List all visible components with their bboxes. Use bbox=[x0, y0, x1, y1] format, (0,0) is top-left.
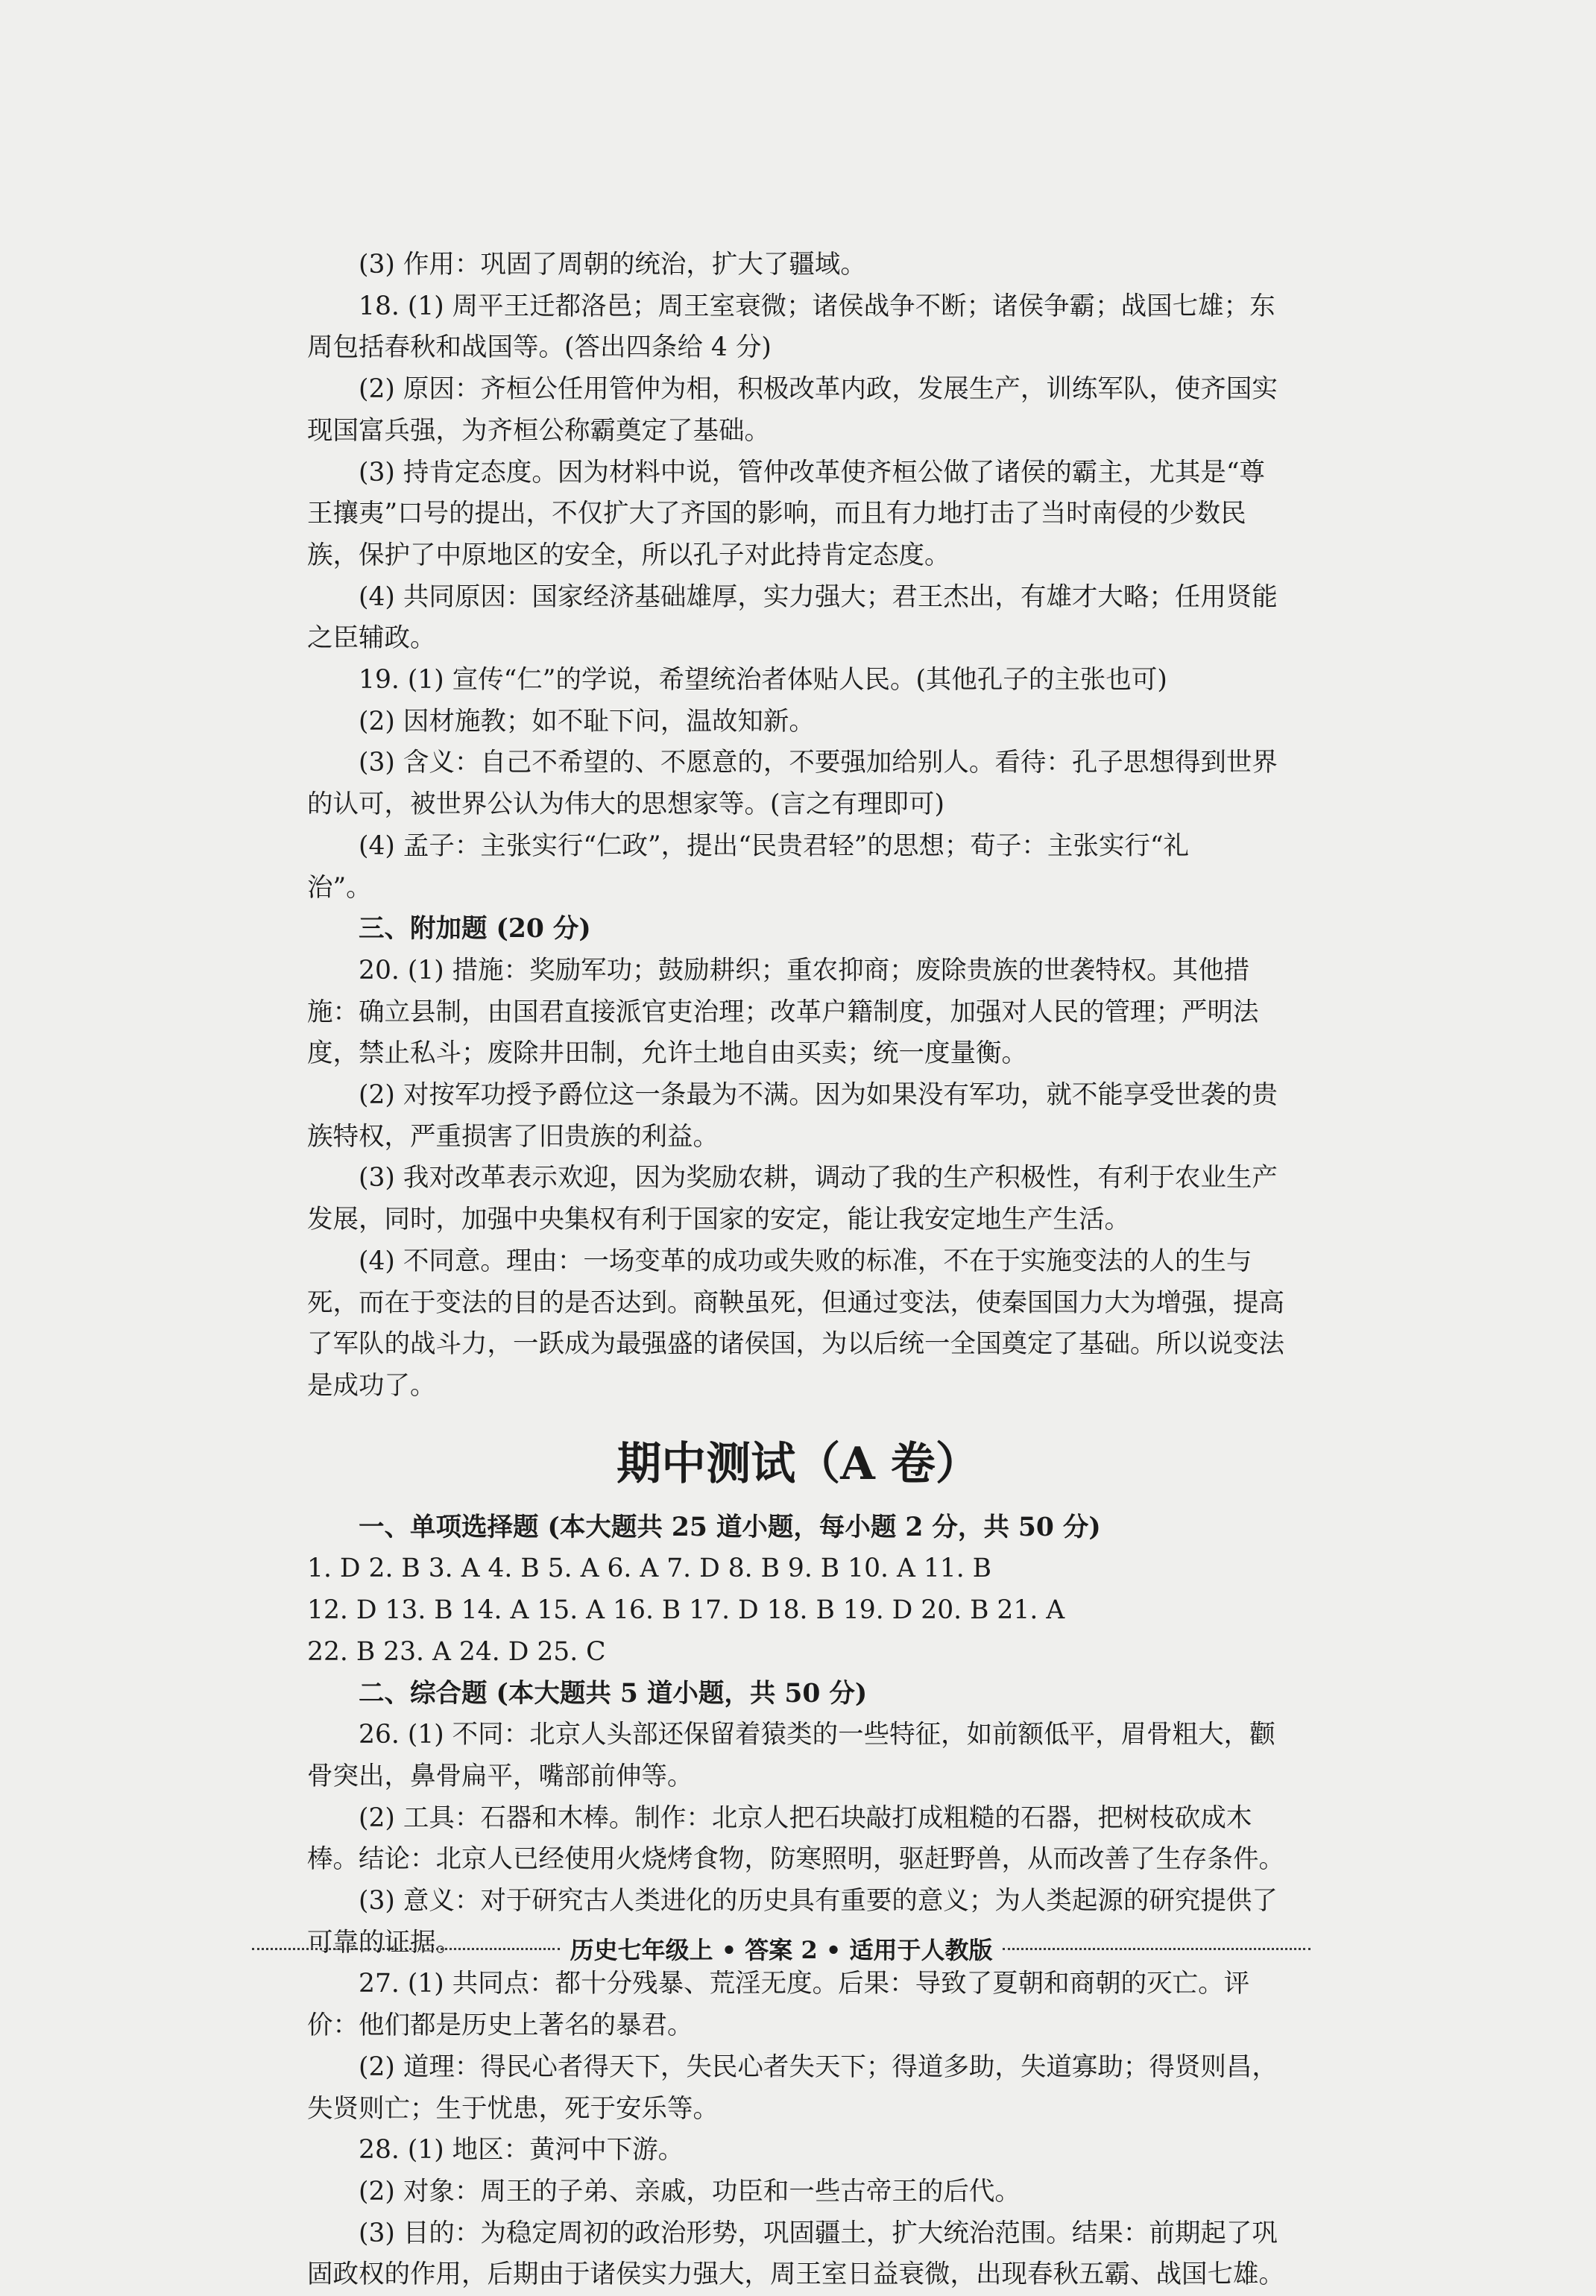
answer-line: (4) 不同意。理由：一场变革的成功或失败的标准，不在于实施变法的人的生与 bbox=[359, 1246, 1252, 1276]
answer-line: 之臣辅政。 bbox=[307, 623, 436, 654]
answer-line: 19. (1) 宣传“仁”的学说，希望统治者体贴人民。(其他孔子的主张也可) bbox=[359, 665, 1167, 696]
answer-line: 的认可，被世界公认为伟大的思想家等。(言之有理即可) bbox=[307, 789, 944, 820]
footer-text: 历史七年级上 • 答案 2 • 适用于人教版 bbox=[570, 1936, 993, 1964]
answer-line: 族特权，严重损害了旧贵族的利益。 bbox=[307, 1121, 719, 1152]
answer-line: 27. (1) 共同点：都十分残暴、荒淫无度。后果：导致了夏朝和商朝的灭亡。评 bbox=[359, 1969, 1250, 1999]
answer-content bbox=[307, 245, 1290, 2296]
answer-line: (4) 孟子：主张实行“仁政”，提出“民贵君轻”的思想；荀子：主张实行“礼 bbox=[359, 830, 1190, 861]
answer-line: 施：确立县制，由国君直接派官吏治理；改革户籍制度，加强对人民的管理；严明法 bbox=[307, 997, 1259, 1027]
answer-line: 了军队的战斗力，一跃成为最强盛的诸侯国，为以后统一全国奠定了基础。所以说变法 bbox=[307, 1329, 1284, 1360]
answer-line: (2) 因材施教；如不耻下问，温故知新。 bbox=[359, 706, 815, 737]
answer-line: 是成功了。 bbox=[307, 1370, 436, 1401]
answer-line: (2) 原因：齐桓公任用管仲为相，积极改革内政，发展生产，训练军队，使齐国实 bbox=[359, 374, 1278, 405]
answer-line: 死，而在于变法的目的是否达到。商鞅虽死，但通过变法，使秦国国力大为增强，提高 bbox=[307, 1287, 1284, 1318]
answer-line: 骨突出，鼻骨扁平，嘴部前伸等。 bbox=[307, 1761, 693, 1791]
answer-line: (2) 对按军功授予爵位这一条最为不满。因为如果没有军功，就不能享受世袭的贵 bbox=[359, 1080, 1278, 1111]
answer-line: (2) 对象：周王的子弟、亲戚，功臣和一些古帝王的后代。 bbox=[359, 2176, 1021, 2207]
answer-line: 固政权的作用，后期由于诸侯实力强大，周王室日益衰微，出现春秋五霸、战国七雄。 bbox=[307, 2259, 1284, 2290]
choice-answers: 1. D 2. B 3. A 4. B 5. A 6. A 7. D 8. B 9. B 10. A 11. B bbox=[307, 1554, 992, 1584]
answer-line: 棒。结论：北京人已经使用火烧烤食物，防寒照明，驱赶野兽，从而改善了生存条件。 bbox=[307, 1844, 1284, 1875]
answer-line: (2) 道理：得民心者得天下，失民心者失天下；得道多助，失道寡助；得贤则昌， bbox=[359, 2051, 1278, 2082]
answer-line: (3) 含义：自己不希望的、不愿意的，不要强加给别人。看待：孔子思想得到世界 bbox=[359, 748, 1278, 778]
choice-answers: 22. B 23. A 24. D 25. C bbox=[307, 1636, 606, 1667]
section-heading: 三、附加题 (20 分) bbox=[359, 914, 591, 944]
answer-line: 价：他们都是历史上著名的暴君。 bbox=[307, 2010, 693, 2041]
answer-line: 王攘夷”口号的提出，不仅扩大了齐国的影响，而且有力地打击了当时南侵的少数民 bbox=[307, 499, 1246, 529]
answer-line: (2) 工具：石器和木棒。制作：北京人把石块敲打成粗糙的石器，把树枝砍成木 bbox=[359, 1803, 1252, 1833]
answer-line: 现国富兵强，为齐桓公称霸奠定了基础。 bbox=[307, 415, 770, 446]
section-heading: 二、综合题 (本大题共 5 道小题，共 50 分) bbox=[359, 1678, 868, 1709]
answer-line: 28. (1) 地区：黄河中下游。 bbox=[359, 2135, 684, 2166]
answer-line: 发展，同时，加强中央集权有利于国家的安定，能让我安定地生产生活。 bbox=[307, 1205, 1130, 1235]
section-heading: 一、单项选择题 (本大题共 25 道小题，每小题 2 分，共 50 分) bbox=[359, 1512, 1101, 1542]
answer-line: 18. (1) 周平王迁都洛邑；周王室衰微；诸侯战争不断；诸侯争霸；战国七雄；东 bbox=[359, 291, 1275, 321]
answer-line: (3) 作用：巩固了周朝的统治，扩大了疆域。 bbox=[359, 250, 866, 280]
answer-line: (4) 共同原因：国家经济基础雄厚，实力强大；君王杰出，有雄才大略；任用贤能 bbox=[359, 581, 1278, 612]
footer-dotted-rule bbox=[252, 1948, 560, 1950]
section-title: 期中测试（A 卷） bbox=[616, 1437, 980, 1490]
answer-line: 可靠的证据。 bbox=[307, 1927, 461, 1958]
page-footer bbox=[252, 1931, 1310, 1966]
answer-line: 族，保护了中原地区的安全，所以孔子对此持肯定态度。 bbox=[307, 540, 950, 570]
answer-line: 26. (1) 不同：北京人头部还保留着猿类的一些特征，如前额低平，眉骨粗大，颧 bbox=[359, 1720, 1275, 1750]
footer-dotted-rule bbox=[1003, 1948, 1310, 1950]
answer-line: (3) 持肯定态度。因为材料中说，管仲改革使齐桓公做了诸侯的霸主，尤其是“尊 bbox=[359, 457, 1265, 488]
answer-line: (3) 我对改革表示欢迎，因为奖励农耕，调动了我的生产积极性，有利于农业生产 bbox=[359, 1163, 1278, 1193]
choice-answers: 12. D 13. B 14. A 15. A 16. B 17. D 18. B 19. D 20. B 21. A bbox=[307, 1595, 1065, 1626]
answer-line: 治”。 bbox=[307, 872, 372, 903]
answer-line: 20. (1) 措施：奖励军功；鼓励耕织；重农抑商；废除贵族的世袭特权。其他措 bbox=[359, 955, 1250, 985]
answer-line: 失贤则亡；生于忧患，死于安乐等。 bbox=[307, 2093, 719, 2124]
answer-line: (3) 意义：对于研究古人类进化的历史具有重要的意义；为人类起源的研究提供了 bbox=[359, 1886, 1278, 1917]
answer-line: 周包括春秋和战国等。(答出四条给 4 分) bbox=[307, 332, 772, 363]
answer-line: (3) 目的：为稳定周初的政治形势，巩固疆土，扩大统治范围。结果：前期起了巩 bbox=[359, 2218, 1278, 2248]
answer-line: 度，禁止私斗；废除井田制，允许土地自由买卖；统一度量衡。 bbox=[307, 1038, 1027, 1069]
